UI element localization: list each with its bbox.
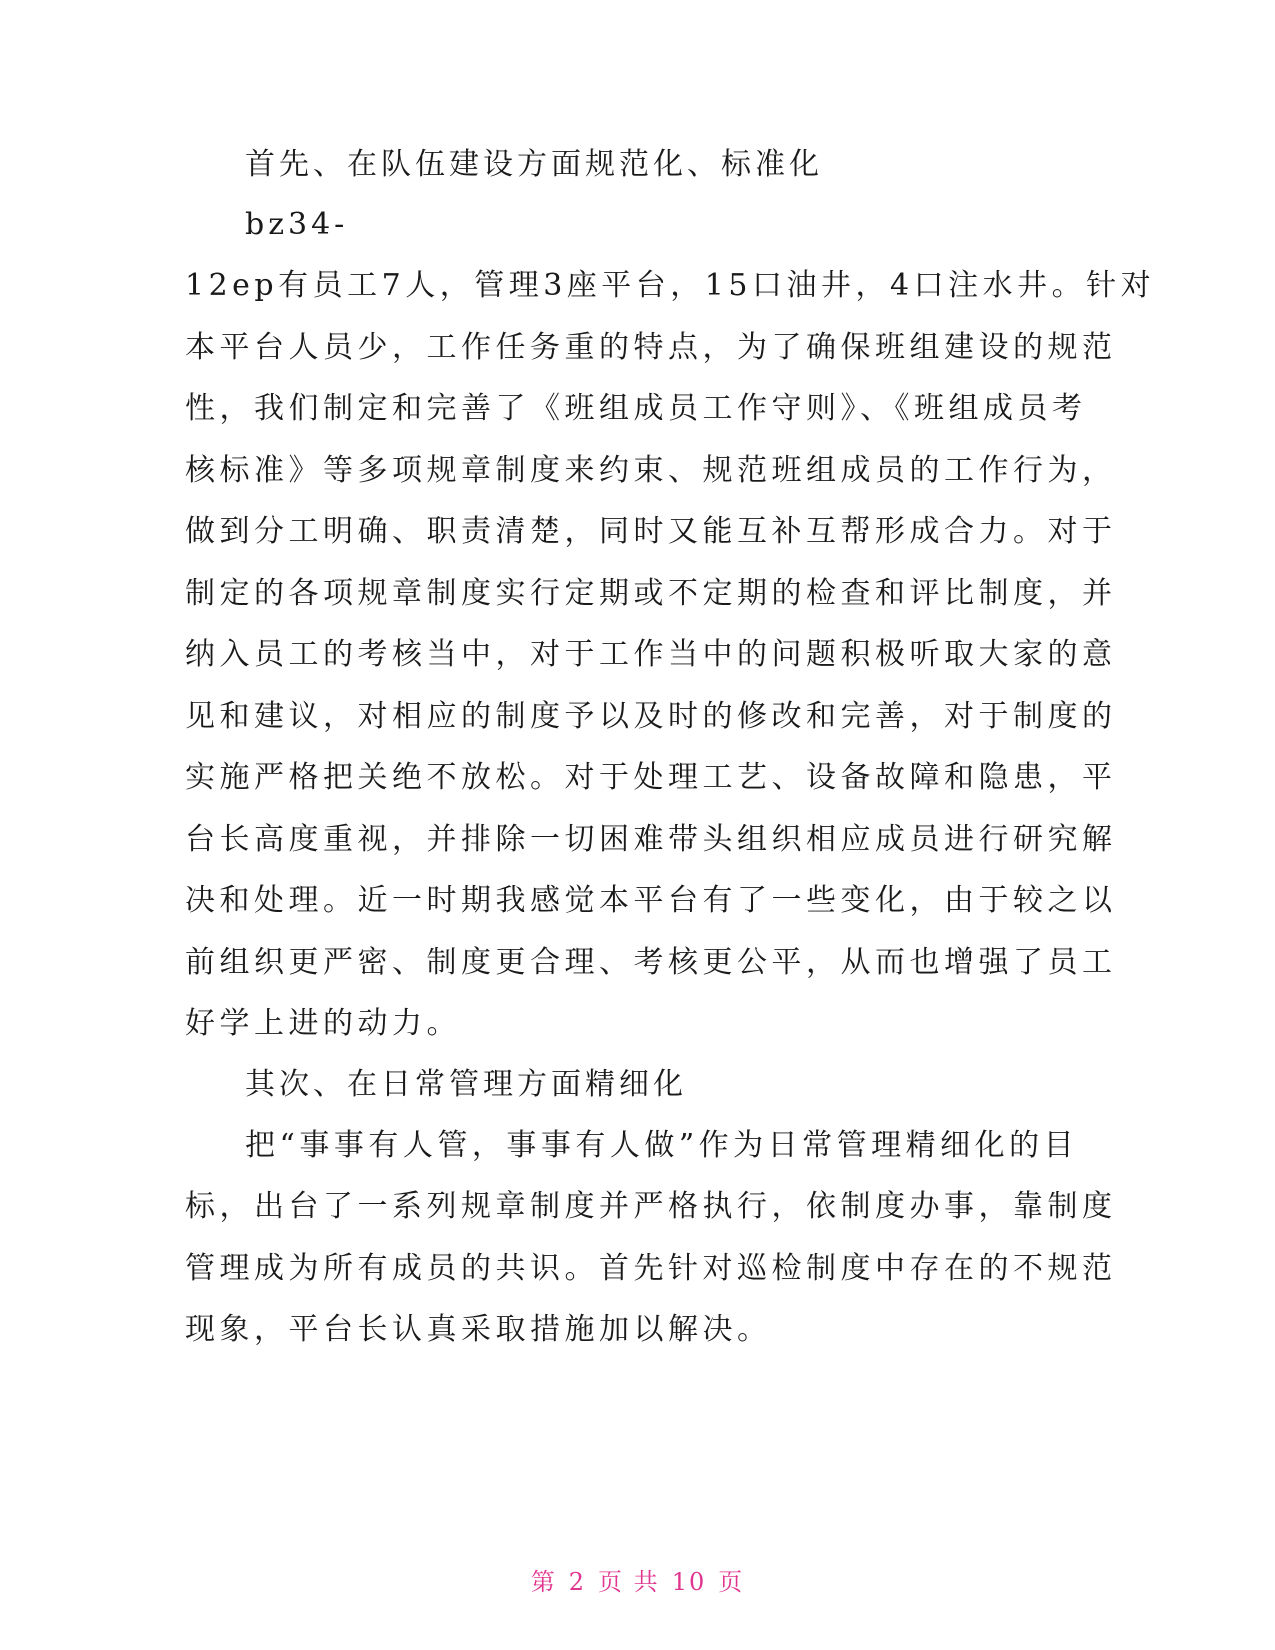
paragraph-line: 制定的各项规章制度实行定期或不定期的检查和评比制度，并 <box>185 575 1117 611</box>
footer-current-page: 2 <box>568 1568 587 1596</box>
paragraph-line: 现象，平台长认真采取措施加以解决。 <box>185 1312 772 1347</box>
paragraph-line: 做到分工明确、职责清楚，同时又能互补互帮形成合力。对于 <box>185 514 1117 549</box>
section-heading-2: 其次、在日常管理方面精细化 <box>245 1066 687 1102</box>
paragraph-line: 实施严格把关绝不放松。对于处理工艺、设备故障和隐患，平 <box>185 760 1117 795</box>
paragraph-line: 纳入员工的考核当中，对于工作当中的问题积极听取大家的意 <box>185 637 1117 672</box>
paragraph-1 <box>185 255 1156 1055</box>
paragraph-line: 台长高度重视，并排除一切困难带头组织相应成员进行研究解 <box>185 821 1117 857</box>
document-body <box>185 135 1156 1361</box>
paragraph-line: 本平台人员少，工作任务重的特点，为了确保班组建设的规范 <box>185 329 1117 365</box>
paragraph-line: 见和建议，对相应的制度予以及时的修改和完善，对于制度的 <box>185 698 1117 734</box>
paragraph-line: 决和处理。近一时期我感觉本平台有了一些变化，由于较之以 <box>185 883 1117 918</box>
paragraph-line: 管理成为所有成员的共识。首先针对巡检制度中存在的不规范 <box>185 1250 1117 1286</box>
paragraph-line: 核标准》等多项规章制度来约束、规范班组成员的工作行为， <box>185 452 1117 488</box>
paragraph-line: 性，我们制定和完善了《班组成员工作守则》、《班组成员考 <box>185 391 1087 426</box>
paragraph-2 <box>185 1115 1117 1361</box>
footer-prefix: 第 <box>530 1568 557 1596</box>
page-footer <box>0 1562 1275 1597</box>
paragraph-line: 把“事事有人管，事事有人做”作为日常管理精细化的目 <box>245 1127 1079 1163</box>
paragraph-line: 前组织更严密、制度更合理、考核更公平，从而也增强了员工 <box>185 944 1117 980</box>
footer-suffix: 页 <box>718 1568 745 1596</box>
code-line: bz34- <box>245 207 349 242</box>
paragraph-line: 标，出台了一系列规章制度并严格执行，依制度办事，靠制度 <box>185 1189 1117 1224</box>
paragraph-line: 好学上进的动力。 <box>185 1006 461 1041</box>
footer-middle: 页 共 <box>598 1568 660 1596</box>
paragraph-line: 12ep有员工7人，管理3座平台，15口油井，4口注水井。针对 <box>185 268 1156 303</box>
footer-total-pages: 10 <box>671 1568 707 1596</box>
section-heading-1: 首先、在队伍建设方面规范化、标准化 <box>245 147 823 182</box>
